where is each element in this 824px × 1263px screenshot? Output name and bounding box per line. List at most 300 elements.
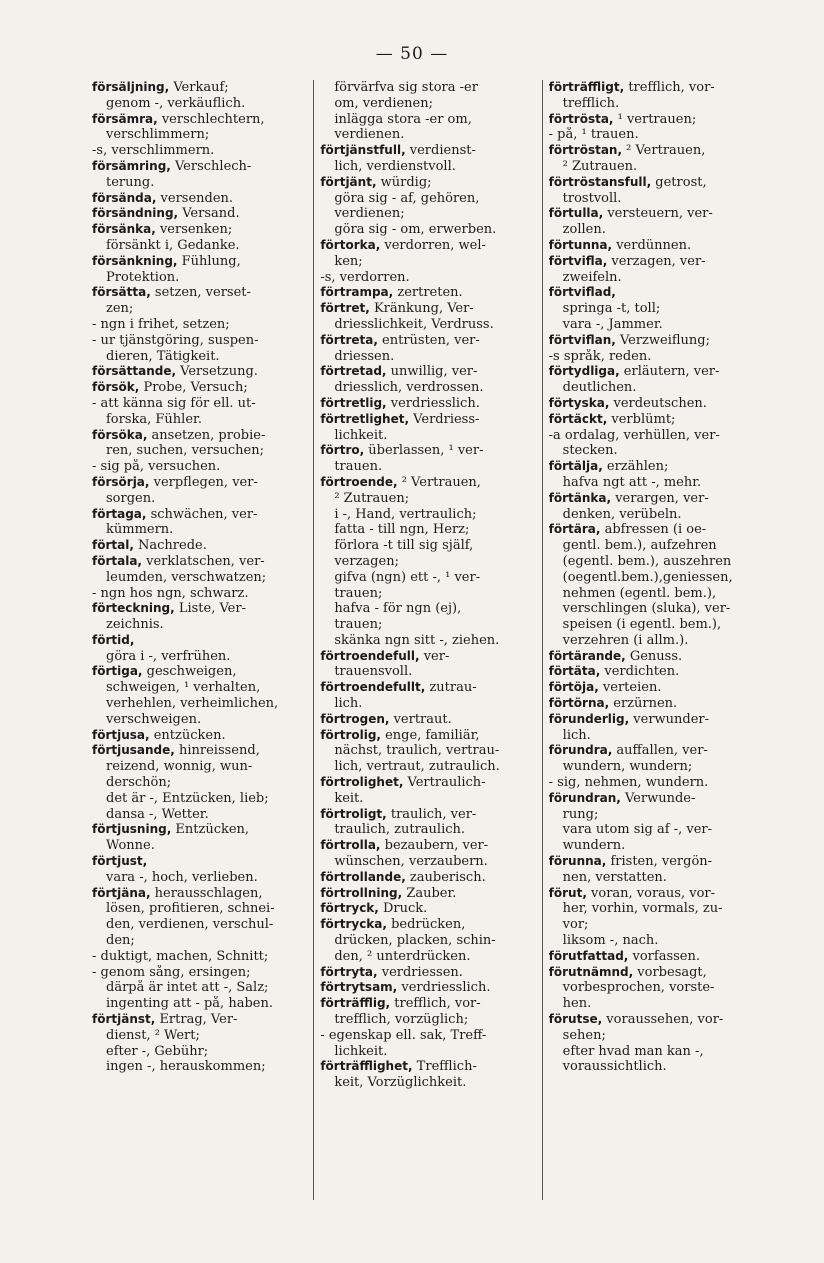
- entry-line: [549, 728, 764, 744]
- definition-text: schweigen, ¹ verhalten,: [106, 680, 261, 696]
- entry-line: [549, 159, 764, 175]
- definition-text: gifva (ngn) ett -, ¹ ver-: [334, 569, 481, 585]
- entry-headword-line: [549, 664, 764, 680]
- headword: förtviflan,: [548, 332, 616, 347]
- headword: försändning,: [92, 206, 179, 221]
- definition-text: vor;: [562, 917, 589, 933]
- headword: försänkning,: [92, 253, 178, 268]
- entry-headword-line: [92, 743, 307, 759]
- entry-headword-line: [92, 222, 307, 238]
- entry-headword-line: [320, 965, 535, 981]
- entry-line: [549, 807, 764, 823]
- entry-line: [320, 191, 535, 207]
- definition-text: verzagen;: [334, 553, 399, 569]
- headword: förtjust,: [92, 854, 148, 869]
- definition-text: entrüsten, ver-: [377, 332, 480, 348]
- definition-text: lich.: [334, 696, 363, 712]
- headword: förtrolla,: [320, 838, 381, 853]
- headword: försäljning,: [92, 80, 170, 94]
- entry-line: [320, 554, 535, 570]
- entry-line: [320, 349, 535, 365]
- definition-text: Vertraulich-: [403, 775, 486, 791]
- entry-line: [549, 1028, 764, 1044]
- entry-line: [320, 206, 535, 222]
- entry-line: [549, 270, 764, 286]
- definition-text: vorfassen.: [628, 948, 700, 964]
- headword: förtrollning,: [320, 885, 403, 900]
- entry-line: [320, 459, 535, 475]
- entry-line: [92, 96, 307, 112]
- entry-line: [320, 1044, 535, 1060]
- headword: förtyska,: [548, 395, 610, 410]
- headword: förtid,: [92, 632, 135, 647]
- headword: förut,: [548, 885, 587, 900]
- headword: försätta,: [92, 285, 151, 300]
- entry-line: [320, 1028, 535, 1044]
- entry-headword-line: [549, 1012, 764, 1028]
- definition-text: keit, Vorzüglichkeit.: [334, 1075, 467, 1091]
- entry-headword-line: [92, 380, 307, 396]
- definition-text: zauberisch.: [405, 869, 486, 885]
- entry-headword-line: [92, 633, 307, 649]
- entry-line: [320, 586, 535, 602]
- definition-text: trostvoll.: [562, 190, 622, 206]
- entry-line: [92, 807, 307, 823]
- entry-line: [320, 254, 535, 270]
- entry-line: [92, 522, 307, 538]
- definition-text: Kränkung, Ver-: [369, 301, 474, 317]
- entry-line: [320, 270, 535, 286]
- entry-headword-line: [92, 112, 307, 128]
- entry-headword-line: [549, 743, 764, 759]
- headword: förtydliga,: [548, 364, 620, 379]
- entry-headword-line: [320, 680, 535, 696]
- entry-line: [320, 159, 535, 175]
- entry-line: [92, 317, 307, 333]
- headword: förtäta,: [548, 664, 601, 679]
- headword: förteckning,: [92, 601, 175, 616]
- headword: förträfflig,: [320, 996, 391, 1011]
- headword: försöka,: [92, 427, 148, 442]
- headword: förunderlig,: [548, 711, 630, 726]
- definition-text: förvärfva sig stora -er: [334, 80, 478, 95]
- entry-headword-line: [320, 143, 535, 159]
- definition-text: denken, verübeln.: [562, 506, 682, 522]
- entry-line: [92, 870, 307, 886]
- definition-text: Verzweiflung;: [615, 332, 710, 348]
- entry-headword-line: [320, 917, 535, 933]
- definition-text: nen, verstatten.: [562, 869, 667, 885]
- entry-line: [92, 775, 307, 791]
- definition-text: hafva ngt att -, mehr.: [562, 474, 702, 490]
- entry-line: [320, 664, 535, 680]
- definition-text: driesslich, verdrossen.: [334, 380, 484, 396]
- definition-text: nehmen (egentl. bem.),: [562, 585, 717, 601]
- definition-text: verdienen;: [334, 206, 405, 222]
- entry-line: [549, 570, 764, 586]
- entry-line: [320, 743, 535, 759]
- entry-line: [549, 317, 764, 333]
- definition-text: därpå är intet att -, Salz;: [106, 980, 269, 996]
- definition-text: Verschlech-: [170, 158, 252, 174]
- definition-text: kümmern.: [106, 522, 174, 538]
- definition-text: bezaubern, ver-: [380, 838, 489, 854]
- entry-line: [92, 949, 307, 965]
- headword: förtjusa,: [92, 727, 150, 742]
- definition-text: - att känna sig för ell. ut-: [92, 395, 256, 411]
- definition-text: göra i -, verfrühen.: [106, 648, 231, 664]
- entry-headword-line: [92, 285, 307, 301]
- entry-line: [92, 791, 307, 807]
- headword: förtaga,: [92, 506, 147, 521]
- definition-text: inlägga stora -er om,: [334, 111, 472, 127]
- entry-line: [320, 949, 535, 965]
- entry-headword-line: [549, 649, 764, 665]
- headword: förtrollande,: [320, 869, 406, 884]
- entry-headword-line: [549, 412, 764, 428]
- definition-text: genom -, verkäuflich.: [106, 95, 246, 111]
- definition-text: lichkeit.: [334, 1043, 388, 1059]
- definition-text: - sig, nehmen, wundern.: [548, 775, 709, 791]
- definition-text: driesslichkeit, Verdruss.: [334, 316, 494, 332]
- definition-text: verschlimmern;: [106, 127, 210, 143]
- entry-line: [320, 222, 535, 238]
- definition-text: - ngn i frihet, setzen;: [92, 316, 230, 332]
- headword: försämring,: [92, 158, 171, 173]
- definition-text: stecken.: [562, 443, 618, 459]
- entry-headword-line: [92, 507, 307, 523]
- entry-line: [549, 301, 764, 317]
- definition-text: liksom -, nach.: [562, 933, 659, 949]
- entry-headword-line: [92, 191, 307, 207]
- entry-line: [549, 191, 764, 207]
- headword: försända,: [92, 190, 157, 205]
- entry-line: [549, 380, 764, 396]
- definition-text: Genuss.: [625, 648, 683, 664]
- definition-text: verdienst-: [405, 143, 476, 159]
- entry-line: [92, 238, 307, 254]
- definition-text: auffallen, ver-: [612, 743, 708, 759]
- definition-text: vorbesagt,: [633, 964, 707, 980]
- headword: förtro,: [320, 443, 365, 458]
- entry-line: [92, 127, 307, 143]
- entry-line: [92, 349, 307, 365]
- entry-line: [549, 601, 764, 617]
- definition-text: erläutern, ver-: [619, 364, 720, 380]
- definition-text: försänkt i, Gedanke.: [106, 237, 240, 253]
- entry-line: [92, 1028, 307, 1044]
- entry-line: [320, 759, 535, 775]
- headword: förtjäna,: [92, 885, 151, 900]
- headword: förtretlighet,: [320, 411, 410, 426]
- entry-headword-line: [320, 1059, 535, 1075]
- headword: försänka,: [92, 222, 156, 237]
- entry-headword-line: [320, 807, 535, 823]
- entry-line: [549, 901, 764, 917]
- definition-text: Trefflich-: [412, 1059, 477, 1075]
- headword: förtäckt,: [548, 411, 608, 426]
- definition-text: (oegentl.bem.),geniessen,: [562, 569, 733, 585]
- headword: förtrolig,: [320, 727, 381, 742]
- definition-text: Versetzung.: [176, 364, 258, 380]
- definition-text: verklatschen, ver-: [142, 553, 265, 569]
- headword: förtreta,: [320, 332, 378, 347]
- entry-line: [92, 649, 307, 665]
- definition-text: (egentl. bem.), auszehren: [562, 553, 732, 569]
- definition-text: traulich, ver-: [386, 806, 477, 822]
- entry-headword-line: [320, 364, 535, 380]
- entry-line: [549, 933, 764, 949]
- entry-line: [92, 901, 307, 917]
- definition-text: ingenting att - på, haben.: [106, 996, 273, 1012]
- definition-text: setzen, verset-: [150, 285, 251, 301]
- entry-headword-line: [549, 886, 764, 902]
- definition-text: hen.: [562, 996, 592, 1012]
- entry-line: [549, 633, 764, 649]
- definition-text: - ur tjänstgöring, suspen-: [92, 332, 259, 348]
- entry-line: [320, 380, 535, 396]
- headword: förtroligt,: [320, 806, 387, 821]
- entry-headword-line: [320, 412, 535, 428]
- entry-line: [549, 822, 764, 838]
- definition-text: herausschlagen,: [150, 885, 263, 901]
- definition-text: verteien.: [598, 680, 662, 696]
- headword: förtroende,: [320, 474, 398, 489]
- entry-headword-line: [320, 838, 535, 854]
- definition-text: verpflegen, ver-: [149, 474, 258, 490]
- definition-text: wundern.: [562, 838, 626, 854]
- definition-text: Zauber.: [402, 885, 457, 901]
- entry-headword-line: [320, 475, 535, 491]
- definition-text: Verkauf;: [169, 80, 229, 95]
- entry-line: [320, 633, 535, 649]
- definition-text: Entzücken,: [171, 822, 250, 838]
- definition-text: ingen -, herauskommen;: [106, 1059, 266, 1075]
- entry-line: [549, 96, 764, 112]
- entry-headword-line: [92, 538, 307, 554]
- definition-text: vertraut.: [389, 711, 452, 727]
- entry-headword-line: [320, 870, 535, 886]
- headword: förtrytsam,: [320, 980, 398, 995]
- definition-text: trauensvoll.: [334, 664, 413, 680]
- headword: förtala,: [92, 553, 142, 568]
- headword: förtroendefull,: [320, 648, 420, 663]
- definition-text: verwunder-: [629, 711, 710, 727]
- headword: förtöja,: [548, 680, 599, 695]
- definition-text: getrost,: [651, 174, 707, 190]
- definition-text: Versand.: [178, 206, 240, 222]
- definition-text: versteuern, ver-: [603, 206, 713, 222]
- definition-text: deutlichen.: [562, 380, 637, 396]
- entry-headword-line: [320, 333, 535, 349]
- entry-headword-line: [549, 680, 764, 696]
- definition-text: fristen, vergön-: [606, 854, 713, 870]
- definition-text: zertreten.: [393, 285, 463, 301]
- entry-line: [92, 491, 307, 507]
- entry-headword-line: [549, 522, 764, 538]
- definition-text: erzählen;: [602, 459, 669, 475]
- definition-text: springa -t, toll;: [562, 301, 661, 317]
- definition-text: Probe, Versuch;: [139, 380, 248, 396]
- entry-line: [320, 1075, 535, 1091]
- definition-text: verdichten.: [600, 664, 680, 680]
- entry-headword-line: [549, 491, 764, 507]
- entry-headword-line: [92, 728, 307, 744]
- entry-headword-line: [92, 475, 307, 491]
- definition-text: abfressen (i oe-: [600, 522, 707, 538]
- definition-text: trefflich.: [562, 95, 620, 111]
- definition-text: drücken, placken, schin-: [334, 933, 496, 949]
- entry-line: [320, 601, 535, 617]
- definition-text: ren, suchen, versuchen;: [106, 443, 264, 459]
- definition-text: den;: [106, 933, 135, 949]
- entry-headword-line: [549, 175, 764, 191]
- entry-line: [320, 822, 535, 838]
- entry-line: [320, 491, 535, 507]
- entry-headword-line: [92, 364, 307, 380]
- entry-headword-line: [92, 854, 307, 870]
- entry-line: [92, 696, 307, 712]
- definition-text: zeichnis.: [106, 617, 164, 633]
- entry-line: [92, 996, 307, 1012]
- entry-line: [92, 933, 307, 949]
- entry-line: [549, 443, 764, 459]
- definition-text: zutrau-: [425, 680, 477, 696]
- definition-text: Fühlung,: [177, 253, 241, 269]
- definition-text: vara utom sig af -, ver-: [562, 822, 713, 838]
- entry-line: [549, 349, 764, 365]
- entry-headword-line: [549, 696, 764, 712]
- entry-headword-line: [549, 712, 764, 728]
- entry-headword-line: [92, 80, 307, 96]
- entry-headword-line: [549, 333, 764, 349]
- definition-text: enge, familiär,: [380, 727, 480, 743]
- definition-text: trefflich, vor-: [390, 996, 481, 1012]
- definition-text: keit.: [334, 790, 364, 806]
- entry-headword-line: [92, 822, 307, 838]
- entry-line: [92, 838, 307, 854]
- entry-headword-line: [320, 301, 535, 317]
- entry-line: [320, 507, 535, 523]
- headword: förtretad,: [320, 364, 387, 379]
- definition-text: zollen.: [562, 222, 606, 238]
- definition-text: Verwunde-: [620, 790, 696, 806]
- headword: förtörna,: [548, 696, 610, 711]
- entry-headword-line: [549, 965, 764, 981]
- definition-text: leumden, verschwatzen;: [106, 569, 267, 585]
- definition-text: entzücken.: [149, 727, 226, 743]
- entry-line: [92, 917, 307, 933]
- definition-text: - genom sång, ersingen;: [92, 964, 251, 980]
- definition-text: wundern, wundern;: [562, 759, 693, 775]
- definition-text: her, vorhin, vormals, zu-: [562, 901, 723, 917]
- definition-text: trauen;: [334, 617, 383, 633]
- definition-text: reizend, wonnig, wun-: [106, 759, 253, 775]
- entry-headword-line: [92, 886, 307, 902]
- entry-line: [92, 759, 307, 775]
- headword: förtrampa,: [320, 285, 394, 300]
- definition-text: terung.: [106, 174, 155, 190]
- entry-headword-line: [549, 285, 764, 301]
- definition-text: nächst, traulich, vertrau-: [334, 743, 500, 759]
- definition-text: ken;: [334, 253, 363, 269]
- definition-text: überlassen, ¹ ver-: [364, 443, 484, 459]
- entry-headword-line: [92, 254, 307, 270]
- definition-text: würdig;: [376, 174, 432, 190]
- entry-line: [320, 317, 535, 333]
- definition-text: Protektion.: [106, 269, 180, 285]
- entry-headword-line: [320, 285, 535, 301]
- definition-text: dieren, Tätigkeit.: [106, 348, 220, 364]
- definition-text: verblümt;: [607, 411, 676, 427]
- definition-text: verschlechtern,: [157, 111, 265, 127]
- headword: förtryta,: [320, 964, 378, 979]
- headword: förtjänt,: [320, 174, 377, 189]
- headword: förtroendefullt,: [320, 680, 426, 695]
- headword: förtrogen,: [320, 711, 390, 726]
- entry-headword-line: [549, 238, 764, 254]
- entry-headword-line: [320, 712, 535, 728]
- entry-headword-line: [320, 901, 535, 917]
- definition-text: Verdriess-: [409, 411, 480, 427]
- entry-headword-line: [549, 949, 764, 965]
- definition-text: verdienen.: [334, 127, 405, 143]
- entry-headword-line: [549, 80, 764, 96]
- headword: försättande,: [92, 364, 177, 379]
- entry-line: [92, 1059, 307, 1075]
- entry-line: [320, 96, 535, 112]
- entry-line: [549, 838, 764, 854]
- headword: förundran,: [548, 790, 621, 805]
- entry-headword-line: [320, 728, 535, 744]
- entry-headword-line: [549, 791, 764, 807]
- column-middle: [313, 80, 541, 1200]
- headword: förtjänst,: [92, 1012, 156, 1027]
- entry-line: [320, 791, 535, 807]
- definition-text: verdriesslich.: [386, 395, 480, 411]
- definition-text: unwillig, ver-: [386, 364, 478, 380]
- definition-text: ver-: [419, 648, 450, 664]
- entry-line: [320, 428, 535, 444]
- entry-headword-line: [320, 996, 535, 1012]
- definition-text: -a ordalag, verhüllen, ver-: [548, 427, 720, 443]
- entry-line: [549, 428, 764, 444]
- definition-text: efter -, Gebühr;: [106, 1043, 209, 1059]
- definition-text: verzehren (i allm.).: [562, 632, 689, 648]
- headword: förtvifla,: [548, 253, 608, 268]
- definition-text: göra sig - af, gehören,: [334, 190, 480, 206]
- entry-headword-line: [320, 443, 535, 459]
- entry-line: [549, 475, 764, 491]
- entry-headword-line: [549, 206, 764, 222]
- entry-line: [549, 775, 764, 791]
- entry-line: [320, 933, 535, 949]
- headword: förtjusning,: [92, 822, 172, 837]
- headword: förtära,: [548, 522, 601, 537]
- entry-line: [549, 980, 764, 996]
- definition-text: verdriessen.: [377, 964, 463, 980]
- headword: förträffligt,: [548, 80, 625, 94]
- definition-text: ¹ vertrauen;: [613, 111, 697, 127]
- entry-line: [320, 522, 535, 538]
- entry-headword-line: [549, 854, 764, 870]
- entry-line: [549, 127, 764, 143]
- definition-text: Liste, Ver-: [174, 601, 246, 617]
- entry-line: [320, 617, 535, 633]
- headword: förutse,: [548, 1012, 603, 1027]
- definition-text: voraussichtlich.: [562, 1059, 667, 1075]
- headword: försörja,: [92, 474, 150, 489]
